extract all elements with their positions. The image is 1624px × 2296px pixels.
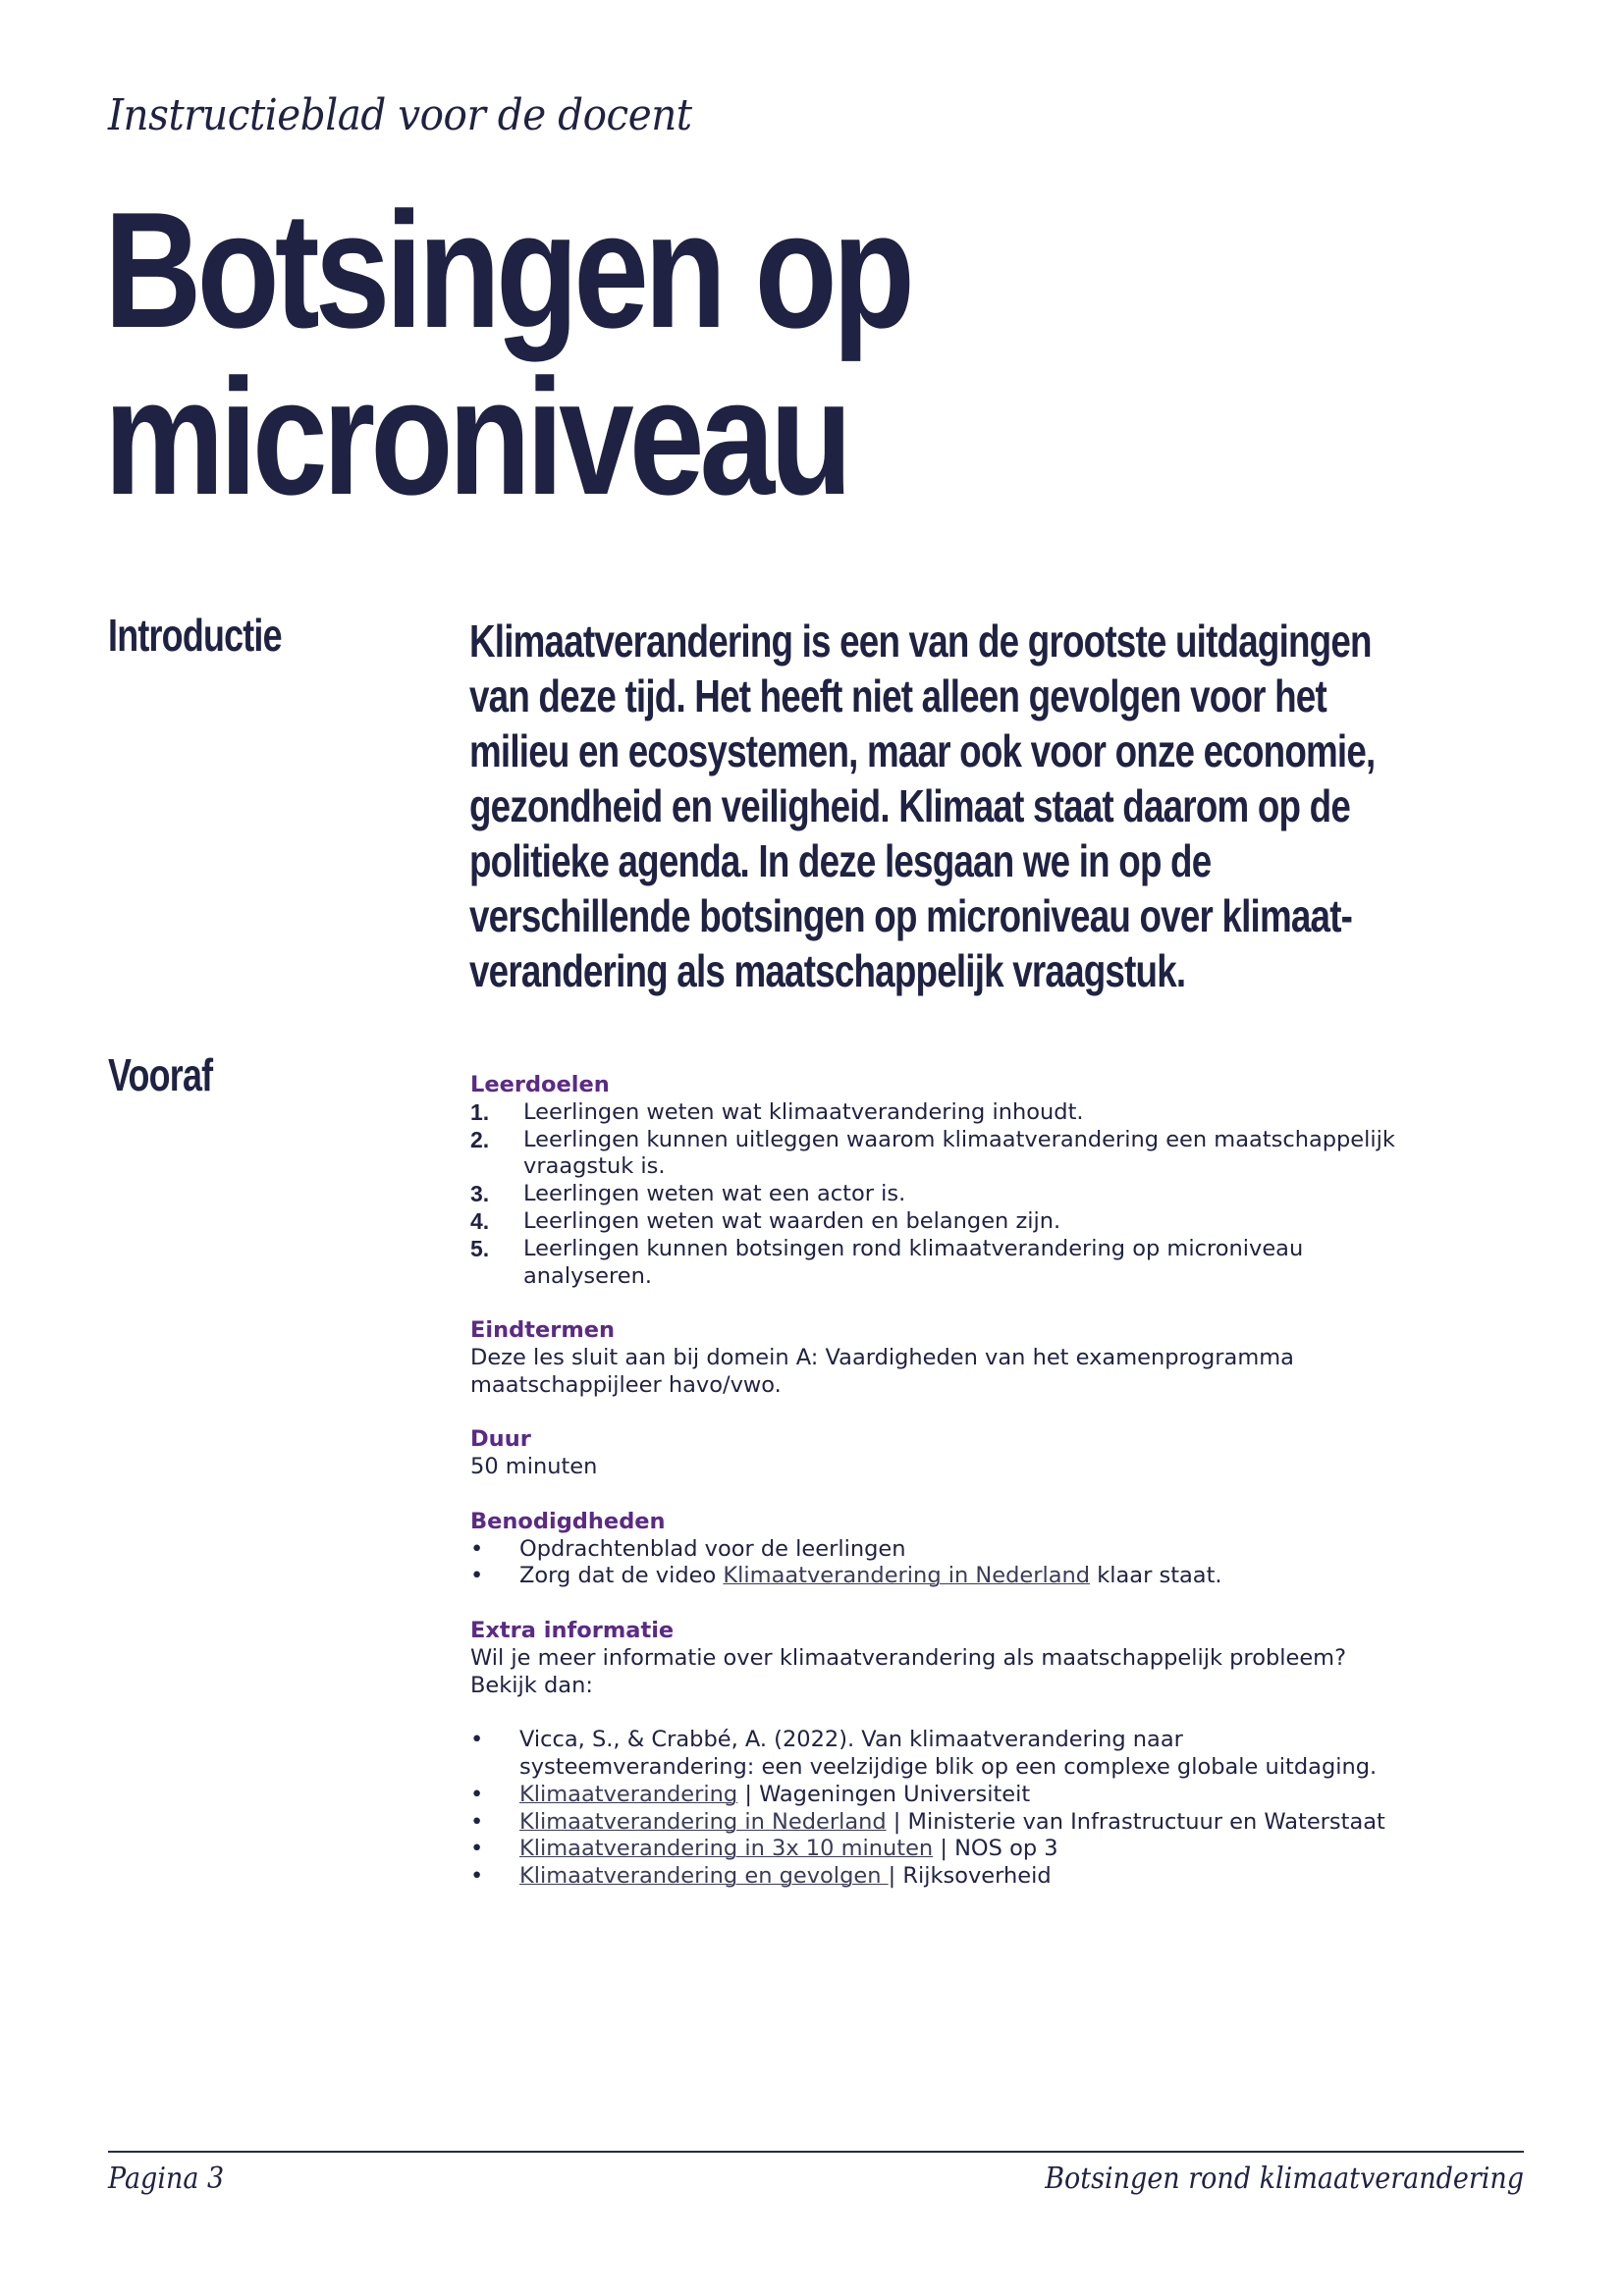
bullet-icon: •: [470, 1535, 484, 1562]
benodigdheden-section: [470, 1509, 1433, 1590]
bullet-icon: •: [470, 1808, 484, 1835]
title-line-1: Botsingen op: [104, 178, 910, 362]
section-label-vooraf: Vooraf: [108, 1049, 213, 1100]
list-number: 1.: [470, 1098, 490, 1125]
intro-line: gezondheid en veiligheid. Klimaat staat daarom op de: [469, 780, 1350, 831]
list-item: [470, 1809, 1413, 1837]
intro-line: politieke agenda. In deze lesgaan we in op de: [469, 835, 1212, 886]
resource-link[interactable]: Klimaatverandering in Nederland: [519, 1808, 887, 1835]
resource-link[interactable]: Klimaatverandering: [519, 1781, 738, 1807]
list-item: [470, 1863, 1413, 1891]
introduction-text: [469, 614, 1396, 998]
list-item-text: Leerlingen weten wat een actor is.: [523, 1181, 906, 1207]
list-item: [470, 1127, 1433, 1182]
learning-goals-list: [470, 1099, 1433, 1291]
benodigdheden-heading: Benodigdheden: [470, 1508, 666, 1534]
duur-heading: Duur: [470, 1426, 531, 1453]
bullet-icon: •: [470, 1563, 484, 1589]
eindtermen-section: [470, 1317, 1433, 1399]
materials-list: [470, 1536, 1433, 1591]
spacer: [470, 1699, 1433, 1727]
page-number: Pagina 3: [108, 2162, 225, 2196]
list-item-text: Opdrachtenblad voor de leerlingen: [519, 1535, 906, 1562]
intro-line: milieu en ecosystemen, maar ook voor onze economie,: [469, 725, 1376, 776]
video-link[interactable]: Klimaatverandering in Nederland: [723, 1563, 1091, 1589]
document-subtitle: Instructieblad voor de docent: [108, 90, 692, 140]
footer-divider: [108, 2151, 1524, 2153]
bullet-icon: •: [470, 1727, 484, 1753]
list-item: [470, 1563, 1433, 1590]
resource-link[interactable]: Klimaatverandering in 3x 10 minuten: [519, 1836, 934, 1862]
resource-source: | NOS op 3: [933, 1836, 1058, 1862]
list-item: [470, 1099, 1433, 1127]
reference-text: Vicca, S., & Crabbé, A. (2022). Van klimaatverandering naar systeemverandering: een veelzijdige blik op een complexe globale uitdaging.: [519, 1727, 1378, 1780]
bullet-icon: •: [470, 1781, 484, 1807]
extra-info-heading: Extra informatie: [470, 1617, 675, 1643]
section-label-introductie: Introductie: [108, 610, 282, 661]
intro-line: Klimaatverandering is een van de grootste uitdagingen: [469, 615, 1372, 667]
list-item: [470, 1727, 1413, 1782]
intro-line: van deze tijd. Het heeft niet alleen gevolgen voor het: [469, 670, 1326, 721]
resource-source: | Wageningen Universiteit: [737, 1781, 1031, 1807]
list-number: 5.: [470, 1235, 490, 1261]
duur-section: [470, 1426, 1433, 1481]
list-item-text: Leerlingen weten wat waarden en belangen zijn.: [523, 1207, 1061, 1234]
resources-list: [470, 1727, 1413, 1891]
leerdoelen-heading: Leerdoelen: [470, 1072, 610, 1097]
list-number: 3.: [470, 1181, 490, 1207]
list-number: 2.: [470, 1126, 490, 1152]
leerdoelen-section: [470, 1072, 1433, 1290]
eindtermen-text: Deze les sluit aan bij domein A: Vaardigheden van het examenprogramma maatschappijleer havo/vwo.: [470, 1344, 1294, 1398]
footer-document-title: Botsingen rond klimaatverandering: [1045, 2162, 1524, 2196]
page-title: [104, 178, 910, 529]
duur-text: 50 minuten: [470, 1454, 598, 1480]
list-item: [470, 1236, 1433, 1291]
list-item-text: Leerlingen weten wat klimaatverandering inhoudt.: [523, 1098, 1084, 1125]
list-item-text: Zorg dat de video: [519, 1563, 724, 1589]
list-item: [470, 1836, 1413, 1863]
vooraf-content: [470, 1072, 1433, 1918]
bullet-icon: •: [470, 1863, 484, 1890]
resource-source: | Ministerie van Infrastructuur en Waterstaat: [886, 1808, 1385, 1835]
intro-line: verandering als maatschappelijk vraagstuk.: [469, 945, 1186, 996]
title-line-2: microniveau: [104, 345, 848, 529]
bullet-icon: •: [470, 1836, 484, 1862]
resource-source: | Rijksoverheid: [888, 1863, 1052, 1890]
list-item-text: Leerlingen kunnen botsingen rond klimaatverandering op microniveau analyseren.: [523, 1235, 1304, 1289]
extra-info-intro: Wil je meer informatie over klimaatverandering als maatschappelijk probleem? Bekijk dan:: [470, 1644, 1347, 1698]
list-item: [470, 1536, 1433, 1564]
list-item-text: Leerlingen kunnen uitleggen waarom klimaatverandering een maatschappelijk vraagstuk is.: [523, 1126, 1395, 1180]
extra-info-section: [470, 1618, 1433, 1891]
list-number: 4.: [470, 1207, 490, 1234]
eindtermen-heading: Eindtermen: [470, 1317, 616, 1344]
list-item: [470, 1181, 1433, 1208]
resource-link[interactable]: Klimaatverandering en gevolgen: [519, 1863, 889, 1890]
list-item-text: klaar staat.: [1090, 1563, 1222, 1589]
list-item: [470, 1208, 1433, 1236]
intro-line: verschillende botsingen op microniveau over klimaat-: [469, 890, 1353, 941]
list-item: [470, 1782, 1413, 1809]
